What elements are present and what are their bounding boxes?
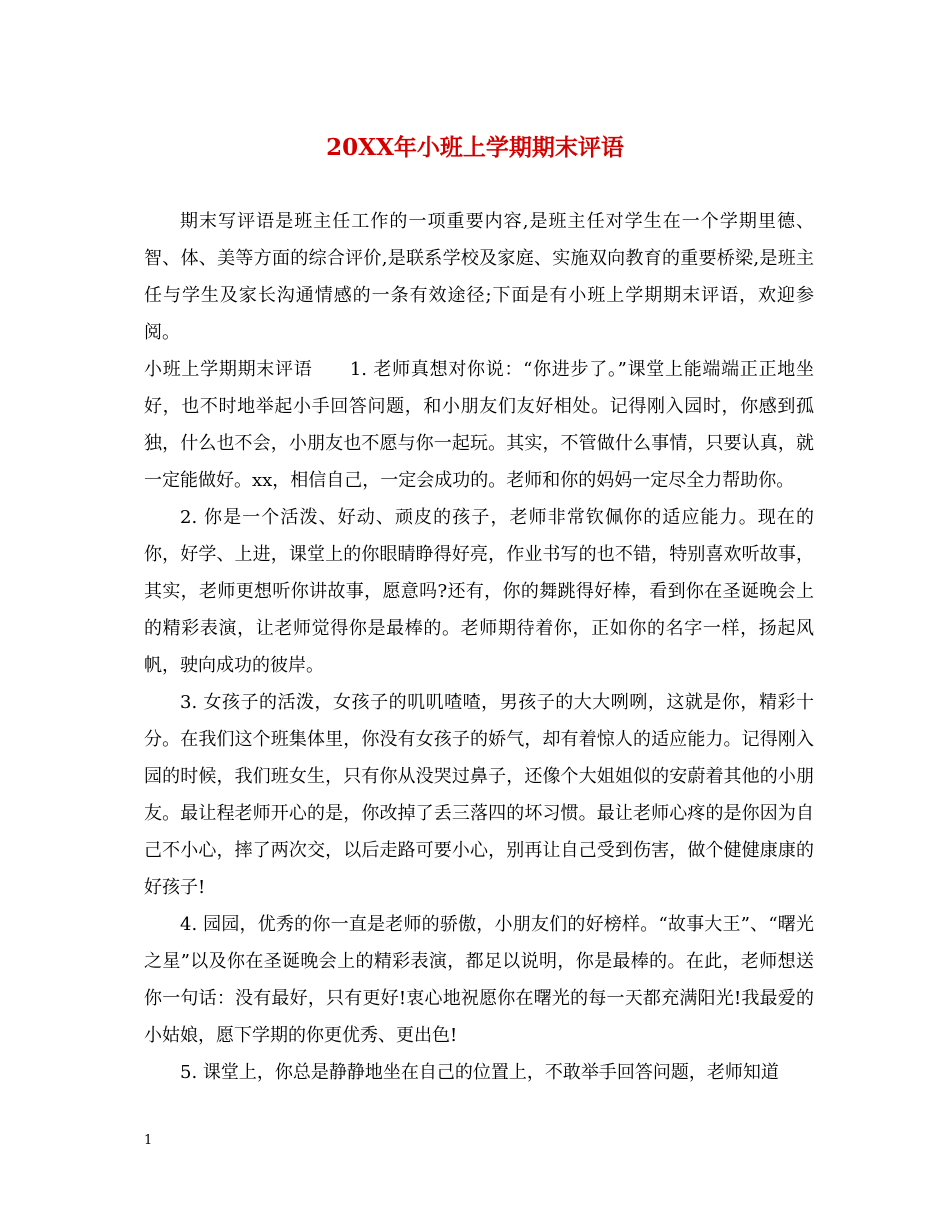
comment-paragraph-5: 5. 课堂上，你总是静静地坐在自己的位置上，不敢举手回答问题，老师知道 — [180, 1062, 779, 1083]
document-body — [144, 203, 814, 1091]
document-title: 20XX年小班上学期期末评语 — [326, 134, 624, 161]
comment-paragraph-4: 4. 园园，优秀的你一直是老师的骄傲，小朋友们的好榜样。“故事大王”、“曙光之星”以及你在圣诞晚会上的精彩表演，都足以说明，你是最棒的。在此，老师想送你一句话：没有最好，只有更好!衷心地祝愿你在曙光的每一天都充满阳光!我最爱的小姑娘，愿下学期的你更优秀、更出色! — [144, 914, 814, 1046]
comment-paragraph-2: 2. 你是一个活泼、好动、顽皮的孩子，老师非常钦佩你的适应能力。现在的你，好学、上进，课堂上的你眼睛睁得好亮，作业书写的也不错，特别喜欢听故事，其实，老师更想听你讲故事，愿意吗?还有，你的舞跳得好棒，看到你在圣诞晚会上的精彩表演，让老师觉得你是最棒的。老师期待着你，正如你的名字一样，扬起风帆，驶向成功的彼岸。 — [144, 507, 814, 676]
comment-paragraph-3: 3. 女孩子的活泼，女孩子的叽叽喳喳，男孩子的大大咧咧，这就是你，精彩十分。在我们这个班集体里，你没有女孩子的娇气，却有着惊人的适应能力。记得刚入园的时候，我们班女生，只有你从没哭过鼻子，还像个大姐姐似的安蔚着其他的小朋友。最让程老师开心的是，你改掉了丢三落四的坏习惯。最让老师心疼的是你因为自己不小心，摔了两次交，以后走路可要小心，别再让自己受到伤害，做个健健康康的好孩子! — [144, 692, 814, 898]
intro-paragraph: 期末写评语是班主任工作的一项重要内容,是班主任对学生在一个学期里德、智、体、美等方面的综合评价,是联系学校及家庭、实施双向教育的重要桥梁,是班主任与学生及家长沟通情感的一条有效途径;下面是有小班上学期期末评语，欢迎参阅。 — [144, 211, 814, 343]
page-number: 1 — [144, 1133, 153, 1148]
comment-paragraph-1: 小班上学期期末评语 1. 老师真想对你说：“你进步了。”课堂上能端端正正地坐好，也不时地举起小手回答问题，和小朋友们友好相处。记得刚入园时，你感到孤独，什么也不会，小朋友也不愿与你一起玩。其实，不管做什么事情，只要认真，就一定能做好。xx，相信自己，一定会成功的。老师和你的妈妈一定尽全力帮助你。 — [144, 359, 814, 491]
